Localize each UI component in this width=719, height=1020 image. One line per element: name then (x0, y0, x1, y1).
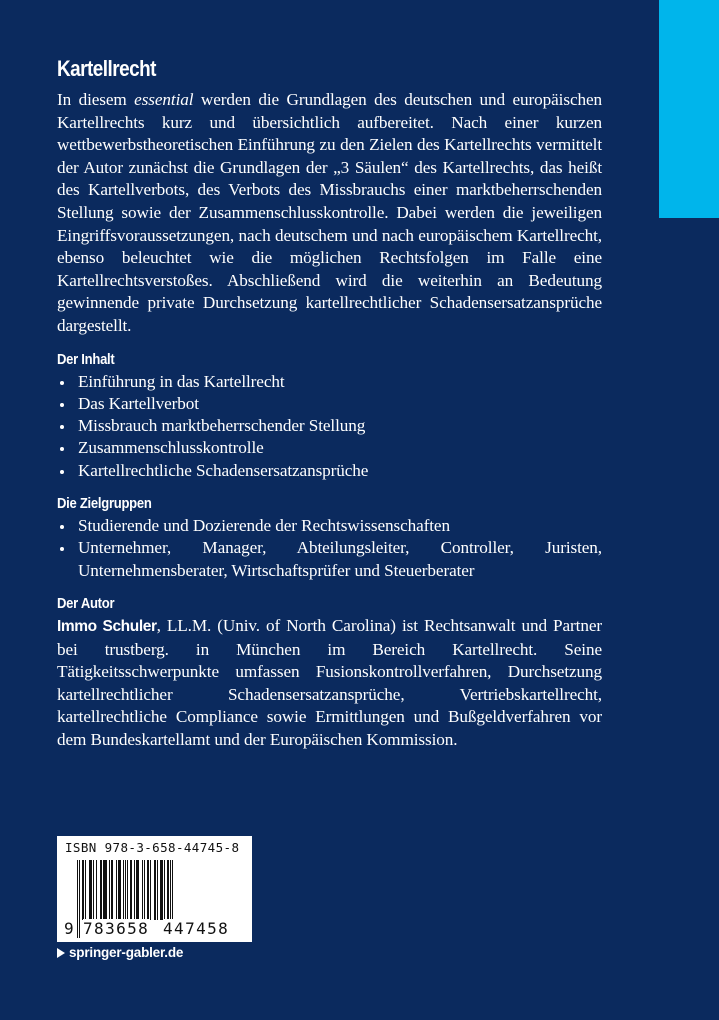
barcode-left-digits: 783658 (83, 919, 150, 938)
isbn-label: ISBN 978-3-658-44745-8 (65, 840, 240, 855)
audience-heading: Die Zielgruppen (57, 496, 152, 513)
audience-list (57, 515, 602, 582)
list-item: Einführung in das Kartellrecht (57, 371, 602, 393)
intro-text-rest: werden die Grundlagen des deutschen und europäischen Kartellrechts kurz und übersichtlich aufbereitet. Nach einer kurzen wettbewerbstheoretischen Einführung zu den Zielen des Kartellrechts vermittelt der Autor zunächst die Grundlagen der „3 Säulen“ des Kartellrechts, das heißt des Kartellverbots, des Verbots des Missbrauchs einer marktbeherrschenden Stellung sowie der Zusammenschlusskontrolle. Dabei werden die jeweiligen Eingriffsvoraussetzungen, nach deutschem und nach europäischem Kartellrecht, ebenso beleuchtet wie die möglichen Rechtsfolgen im Falle eine Kartellrechtsverstoßes. Abschließend wird die weiterhin an Bedeutung gewinnende private Durchsetzung kartellrechtlicher Schadensersatzansprüche dargestellt. (57, 90, 602, 335)
list-item: Unternehmer, Manager, Abteilungsleiter, Controller, Juristen, Unternehmensberater, Wirtschaftsprüfer und Steuerberater (57, 537, 602, 582)
contents-section (57, 349, 602, 482)
list-item: Kartellrechtliche Schadensersatzansprüche (57, 460, 602, 482)
intro-text-start: In diesem (57, 90, 135, 109)
contents-list (57, 371, 602, 482)
barcode-first-digit: 9 (64, 919, 74, 938)
list-item: Studierende und Dozierende der Rechtswissenschaften (57, 515, 602, 537)
book-title: Kartellrecht (57, 56, 156, 81)
intro-emphasis: essential (134, 90, 194, 109)
isbn-barcode (57, 836, 252, 942)
contents-heading: Der Inhalt (57, 351, 115, 368)
list-item: Das Kartellverbot (57, 393, 602, 415)
publisher-website[interactable]: springer-gabler.de (69, 945, 184, 960)
author-heading: Der Autor (57, 595, 115, 612)
publisher-link[interactable] (57, 945, 183, 960)
list-item: Zusammenschlusskontrolle (57, 437, 602, 459)
author-bio (57, 615, 602, 752)
list-item: Missbrauch marktbeherrschender Stellung (57, 415, 602, 437)
author-section (57, 593, 602, 752)
back-cover-content (57, 89, 602, 751)
audience-section (57, 493, 602, 582)
barcode-right-digits: 447458 (163, 919, 230, 938)
right-triangle-icon (57, 948, 65, 958)
accent-bar (659, 0, 719, 218)
intro-paragraph (57, 89, 602, 338)
author-bio-text: , LL.M. (Univ. of North Carolina) ist Rechtsanwalt und Partner bei trustberg. in München im Bereich Kartellrecht. Seine Tätigkeitsschwerpunkte umfassen Fusionskontrollverfahren, Durchsetzung kartellrechtlicher Schadensersatzansprüche, Vertriebskartellrecht, kartellrechtliche Compliance sowie Ermittlungen und Bußgeldverfahren vor dem Bundeskartellamt und der Europäischen Kommission. (57, 615, 602, 749)
author-name: Immo Schuler (57, 617, 157, 635)
